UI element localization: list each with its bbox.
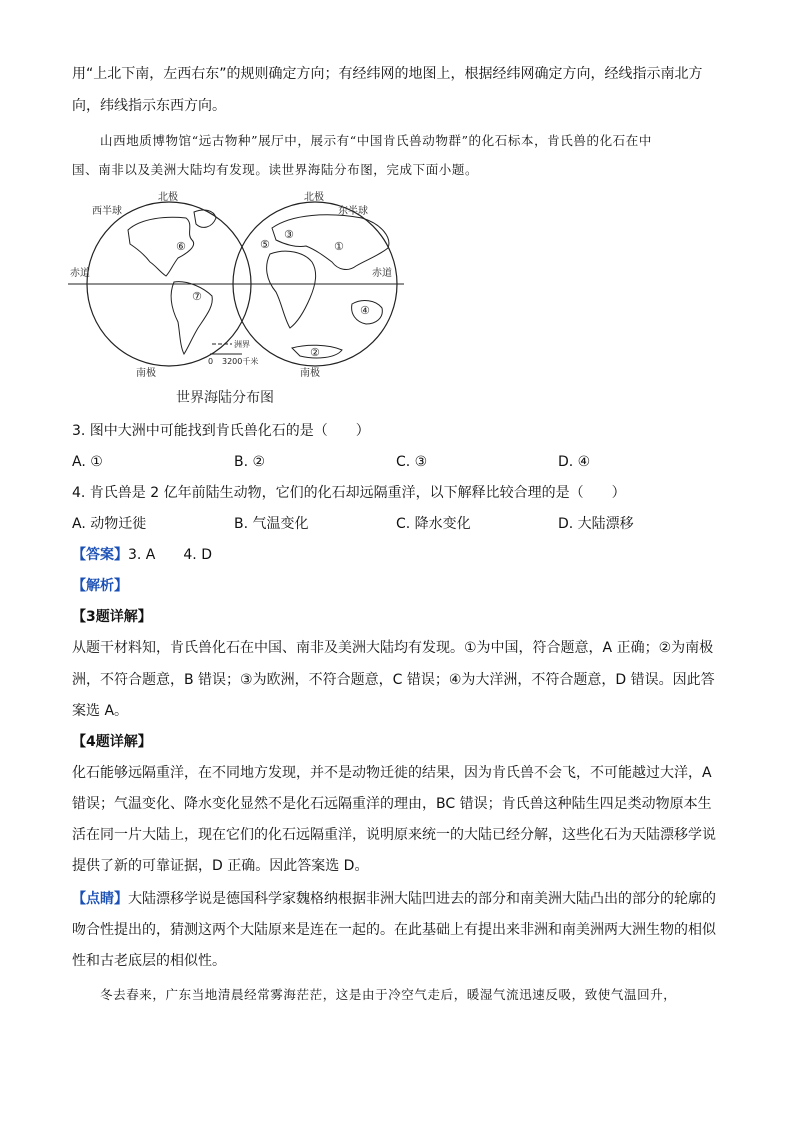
- q4-option-a[interactable]: A. 动物迁徙: [72, 516, 147, 532]
- marker-5: ⑤: [260, 238, 270, 251]
- marker-1: ①: [334, 240, 344, 253]
- marker-3: ③: [284, 228, 294, 241]
- detail4-label: 【4题详解】: [72, 734, 152, 750]
- equator-label-west: 赤道: [70, 268, 90, 279]
- detail4-line-1: 化石能够远隔重洋，在不同地方发现，并不是动物迁徙的结果，因为肯氏兽不会飞，不可能越过大洋，A: [72, 765, 712, 781]
- tip-label: 【点睛】: [72, 891, 128, 907]
- q3-option-b[interactable]: B. ②: [234, 454, 266, 470]
- detail3-line-1: 从题干材料知，肯氏兽化石在中国、南非及美洲大陆均有发现。①为中国，符合题意，A 正确；②为南极: [72, 640, 714, 656]
- east-hemisphere-label: 东半球: [338, 206, 368, 217]
- tip-line-3: 性和古老底层的相似性。: [72, 953, 226, 969]
- q3-option-c[interactable]: C. ③: [396, 454, 428, 470]
- detail4-line-2: 错误；气温变化、降水变化显然不是化石远隔重洋的理由，BC 错误；肯氏兽这种陆生四足类动物原本生: [72, 796, 712, 812]
- detail4-line-4: 提供了新的可靠证据，D 正确。因此答案选 D。: [72, 858, 369, 874]
- scale-distance: 3200千米: [222, 357, 259, 366]
- map-caption: 世界海陆分布图: [176, 390, 274, 406]
- marker-7: ⑦: [192, 290, 202, 303]
- tip-row: [72, 889, 716, 909]
- africa-shape: [267, 251, 316, 328]
- analysis-label: 【解析】: [72, 578, 128, 594]
- passage-line-2: 国、南非以及美洲大陆均有发现。读世界海陆分布图，完成下面小题。: [72, 162, 479, 177]
- q4-option-b[interactable]: B. 气温变化: [234, 516, 309, 532]
- answer-row: [72, 545, 212, 565]
- q4-option-d[interactable]: D. 大陆漂移: [558, 516, 634, 532]
- scale-zero: 0: [208, 357, 214, 366]
- detail3-line-2: 洲，不符合题意，B 错误；③为欧洲，不符合题意，C 错误；④为大洋洲，不符合题意，D 错误。因此答: [72, 672, 715, 688]
- q3-stem: 3. 图中大洲中可能找到肯氏兽化石的是（ ）: [72, 423, 370, 439]
- south-pole-label-east: 南极: [300, 368, 320, 379]
- answer-label: 【答案】: [72, 547, 128, 563]
- north-pole-label-east: 北极: [304, 192, 324, 203]
- detail4-line-3: 活在同一片大陆上，现在它们的化石远隔重洋，说明原来统一的大陆已经分解，这些化石为天陆漂移学说: [72, 827, 716, 843]
- legend-boundary-label: 洲界: [234, 340, 250, 349]
- detail3-line-3: 案选 A。: [72, 703, 129, 719]
- q3-option-d[interactable]: D. ④: [558, 454, 591, 470]
- q3-option-a[interactable]: A. ①: [72, 454, 103, 470]
- greenland-shape: [194, 210, 216, 227]
- passage-line-1: 山西地质博物馆“远古物种”展厅中，展示有“中国肯氏兽动物群”的化石标本，肯氏兽的化石在中: [100, 133, 652, 148]
- q4-stem: 4. 肯氏兽是 2 亿年前陆生动物，它们的化石却远隔重洋，以下解释比较合理的是（ ）: [72, 485, 626, 501]
- next-passage-line: 冬去春来，广东当地清晨经常雾海茫茫，这是由于冷空气走后，暖湿气流迅速反吸，致使气温回升，: [100, 987, 677, 1002]
- tip-line-1: 大陆漂移学说是德国科学家魏格纳根据非洲大陆凹进去的部分和南美洲大陆凸出的部分的轮廓的: [128, 891, 716, 907]
- eurasia-shape: [272, 215, 389, 270]
- north-pole-label-west: 北极: [158, 192, 178, 203]
- world-map: [66, 188, 406, 408]
- marker-6: ⑥: [176, 240, 186, 253]
- marker-4: ④: [360, 304, 370, 317]
- intro-line-1: 用“上北下南，左西右东”的规则确定方向；有经纬网的地图上，根据经纬网确定方向，经线指示南北方: [72, 66, 703, 82]
- equator-label-east: 赤道: [372, 268, 392, 279]
- marker-2: ②: [310, 346, 320, 359]
- west-hemisphere-label: 西半球: [92, 206, 122, 217]
- q4-option-c[interactable]: C. 降水变化: [396, 516, 471, 532]
- south-pole-label-west: 南极: [136, 368, 156, 379]
- intro-line-2: 向，纬线指示东西方向。: [72, 98, 226, 114]
- answer-text: 3. A 4. D: [128, 547, 212, 563]
- detail3-label: 【3题详解】: [72, 609, 152, 625]
- tip-line-2: 吻合性提出的，猜测这两个大陆原来是连在一起的。在此基础上有提出来非洲和南美洲两大洲生物的相似: [72, 922, 716, 938]
